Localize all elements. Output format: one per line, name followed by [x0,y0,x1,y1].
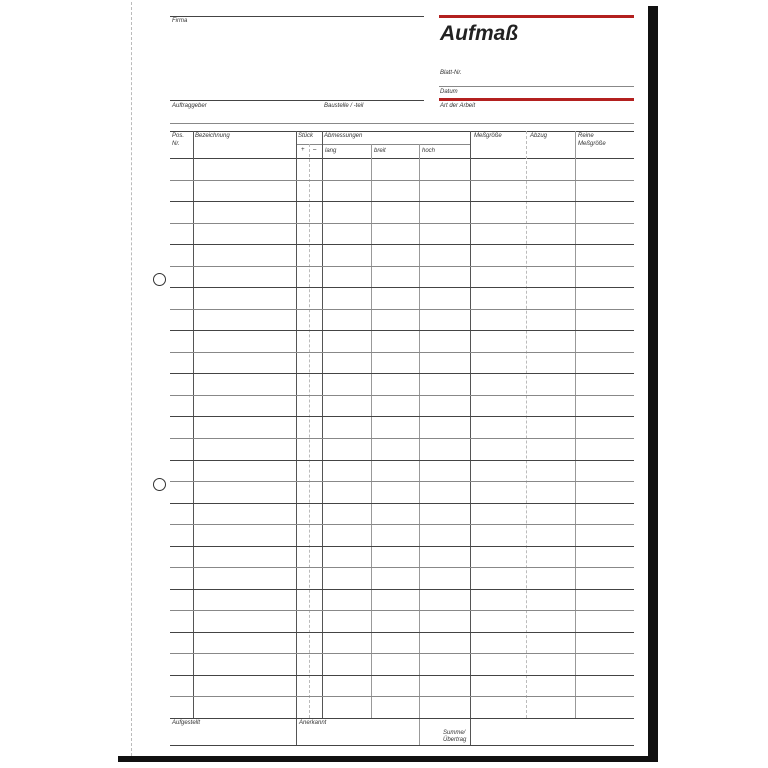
table-row-line [170,524,634,525]
table-row-line [170,438,634,439]
table-row-line [170,653,634,654]
title-accent-bar-top [439,15,634,18]
table-row-line [170,610,634,611]
col-pos-label: Pos. [172,133,185,139]
art-der-arbeit-line [170,123,634,124]
table-bottom-border [170,718,634,719]
punch-hole-bottom [153,478,166,491]
table-row-line [170,589,634,590]
table-top-border [170,131,634,132]
col-reine-label-line1: Reine [578,133,594,139]
col-divider-abzug [575,131,576,718]
header-bottom-border [170,158,634,159]
table-row-line [170,696,634,697]
col-abmessungen-label: Abmessungen [324,133,363,139]
table-row-line [170,503,634,504]
col-divider-pos [193,131,194,718]
table-row-line [170,373,634,374]
col-nr-label: Nr. [172,141,180,147]
aufmass-sheet [112,2,648,756]
col-reine-label-line2: Meßgröße [578,141,606,147]
col-bezeichnung-label: Bezeichnung [195,133,230,139]
footer-bottom-border [170,745,634,746]
datum-label: Datum [440,89,458,95]
summe-label-line1: Summe/ [443,730,466,736]
col-plus-label: + [301,147,305,153]
table-row-line [170,180,634,181]
col-divider-stueck [322,131,323,718]
table-row-line [170,416,634,417]
firma-line [170,16,424,17]
art-der-arbeit-label: Art der Arbeit [440,103,476,109]
table-row-line [170,223,634,224]
page-title: Aufmaß [440,22,519,45]
table-row-line [170,675,634,676]
table-row-line [170,632,634,633]
table-row-line [170,352,634,353]
col-hoch-label: hoch [422,148,436,154]
table-row-line [170,309,634,310]
aufgestellt-label: Aufgestellt [172,720,201,726]
summe-label-line2: Übertrag [443,737,467,743]
firma-label: Firma [172,18,188,24]
blatt-line [439,86,634,87]
col-breit-label: breit [374,148,386,154]
table-row-line [170,395,634,396]
table-row-line [170,266,634,267]
col-abzug-label: Abzug [530,133,548,139]
col-minus-label: – [313,147,317,153]
col-divider-messgroesse [526,131,527,718]
anerkannt-label: Anerkannt [299,720,327,726]
table-row-line [170,287,634,288]
perforation-line [131,2,132,756]
auftraggeber-label: Auftraggeber [172,103,207,109]
punch-hole-top [153,273,166,286]
blatt-label: Blatt-Nr. [440,70,462,76]
col-messgroesse-label: Meßgröße [474,133,502,139]
title-accent-bar-bottom [439,98,634,101]
baustelle-label: Baustelle / -teil [324,103,364,109]
table-row-line [170,481,634,482]
table-row-line [170,244,634,245]
col-divider-breit [419,144,420,745]
auftraggeber-line [170,100,424,101]
table-row-line [170,460,634,461]
col-lang-label: lang [325,148,337,154]
table-row-line [170,567,634,568]
col-stueck-label: Stück [298,133,314,139]
table-row-line [170,546,634,547]
table-row-line [170,201,634,202]
table-row-line [170,330,634,331]
